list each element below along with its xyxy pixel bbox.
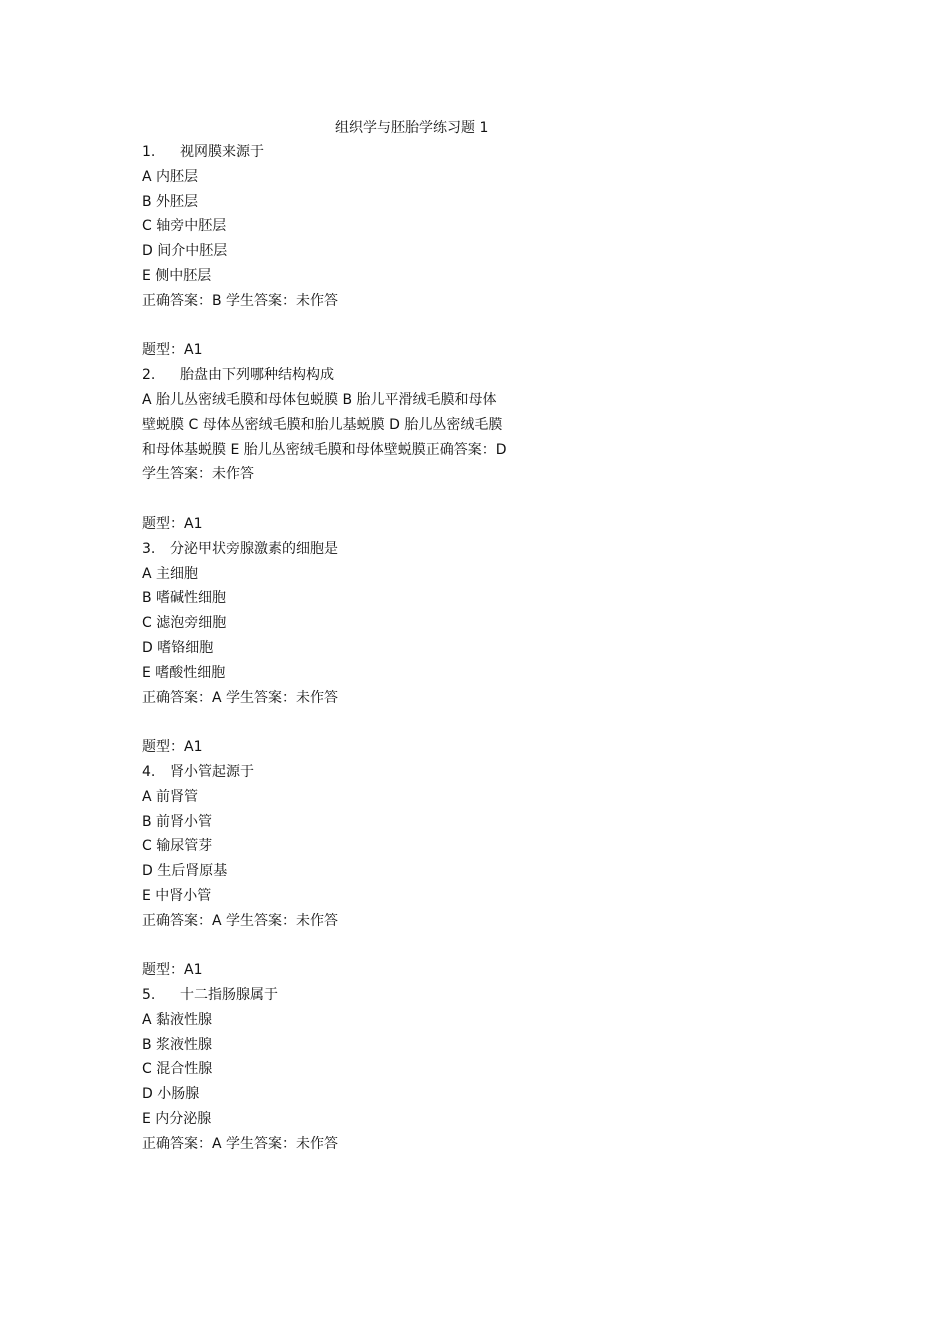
spacer bbox=[142, 487, 522, 512]
option-e: E 侧中胚层 bbox=[142, 267, 212, 284]
question-type: 题型：A1 bbox=[142, 962, 203, 979]
option-a: A 主细胞 bbox=[142, 565, 199, 582]
option-c: C 滤泡旁细胞 bbox=[142, 615, 227, 632]
question-type: 题型：A1 bbox=[142, 342, 203, 359]
question-number: 2. bbox=[142, 367, 156, 384]
options-and-answer-paragraph: A 胎儿丛密绒毛膜和母体包蜕膜 B 胎儿平滑绒毛膜和母体壁蜕膜 C 母体丛密绒毛膜和胎儿基蜕膜 D 胎儿丛密绒毛膜和母体基蜕膜 E 胎儿丛密绒毛膜和母体壁蜕膜正确答案：D 学生答案：未作答 bbox=[142, 391, 507, 483]
option-c: C 混合性腺 bbox=[142, 1061, 213, 1078]
option-c: C 轴旁中胚层 bbox=[142, 218, 227, 235]
question-stem bbox=[142, 983, 522, 1008]
answer-line: 正确答案：B 学生答案：未作答 bbox=[142, 292, 339, 309]
option-b: B 嗜碱性细胞 bbox=[142, 590, 227, 607]
spacer bbox=[142, 314, 522, 339]
question-number: 5. bbox=[142, 987, 156, 1004]
question-stem bbox=[142, 760, 522, 785]
option-d: D 小肠腺 bbox=[142, 1086, 200, 1103]
spacer bbox=[142, 710, 522, 735]
answer-line: 正确答案：A 学生答案：未作答 bbox=[142, 1135, 339, 1152]
option-d: D 间介中胚层 bbox=[142, 243, 228, 260]
question-type: 题型：A1 bbox=[142, 739, 203, 756]
question-text: 分泌甲状旁腺激素的细胞是 bbox=[170, 540, 338, 557]
option-d: D 嗜铬细胞 bbox=[142, 639, 214, 656]
question-type: 题型：A1 bbox=[142, 515, 203, 532]
question-stem bbox=[142, 140, 522, 165]
question-number: 1. bbox=[142, 144, 156, 160]
question-stem bbox=[142, 537, 522, 562]
answer-line: 正确答案：A 学生答案：未作答 bbox=[142, 912, 339, 929]
spacer bbox=[142, 934, 522, 959]
option-b: B 外胚层 bbox=[142, 193, 199, 210]
option-e: E 中肾小管 bbox=[142, 887, 212, 904]
answer-line: 正确答案：A 学生答案：未作答 bbox=[142, 689, 339, 706]
option-b: B 前肾小管 bbox=[142, 813, 213, 830]
option-a: A 黏液性腺 bbox=[142, 1011, 213, 1028]
option-d: D 生后肾原基 bbox=[142, 863, 228, 880]
question-number: 3. bbox=[142, 540, 156, 557]
option-a: A 前肾管 bbox=[142, 788, 199, 805]
option-e: E 内分泌腺 bbox=[142, 1111, 212, 1128]
question-list bbox=[142, 140, 522, 1157]
question-stem bbox=[142, 363, 522, 388]
option-e: E 嗜酸性细胞 bbox=[142, 664, 226, 681]
question-text: 十二指肠腺属于 bbox=[180, 987, 278, 1004]
question-text: 肾小管起源于 bbox=[170, 763, 254, 780]
question-number: 4. bbox=[142, 763, 156, 780]
document-title: 组织学与胚胎学练习题 1 bbox=[335, 120, 489, 136]
option-a: A 内胚层 bbox=[142, 168, 199, 185]
option-c: C 输尿管芽 bbox=[142, 838, 213, 855]
option-b: B 浆液性腺 bbox=[142, 1036, 213, 1053]
question-text: 视网膜来源于 bbox=[180, 144, 264, 160]
question-text: 胎盘由下列哪种结构构成 bbox=[180, 367, 334, 384]
